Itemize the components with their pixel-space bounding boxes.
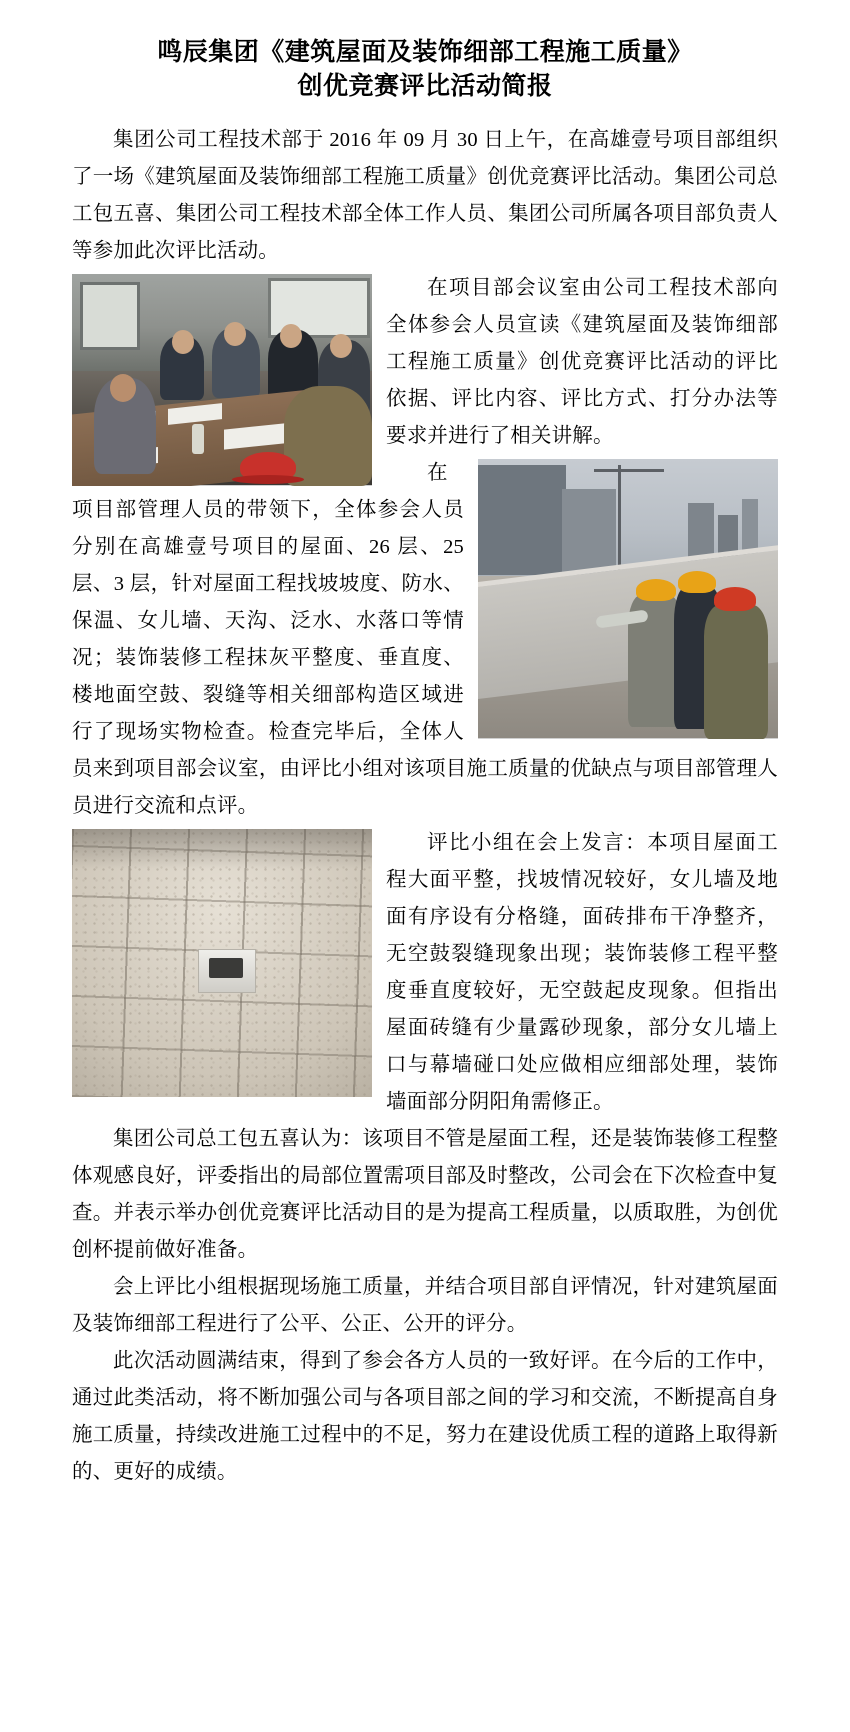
photo-window-left — [80, 282, 140, 350]
photo-person-head — [224, 322, 246, 346]
photo-building — [478, 465, 566, 575]
photo-shadow — [72, 829, 372, 869]
paragraph-3: 在项目部管理人员的带领下，全体参会人员分别在高雄壹号项目的屋面、26 层、25 层、3 层，针对屋面工程找坡坡度、防水、保温、女儿墙、天沟、泛水、水落口等情况；装饰装修工程抹灰平整度、垂直度、楼地面空鼓、裂缝等相关细部构造区域进行了现场实物检查。检查完毕后，全体人员来到项目部会议室，由评比小组对该项目施工质量的优缺点与项目部管理人员进行交流和点评。 — [72, 461, 778, 817]
photo-yellow-helmet — [678, 571, 716, 593]
document-body — [72, 122, 778, 1491]
paragraph-6: 会上评比小组根据现场施工质量，并结合项目部自评情况，针对建筑屋面及装饰细部工程进行了公平、公正、公开的评分。 — [72, 1275, 778, 1335]
paragraph-4: 评比小组在会上发言：本项目屋面工程大面平整，找坡情况较好，女儿墙及地面有序设有分格缝，面砖排布干净整齐，无空鼓裂缝现象出现；装饰装修工程平整度垂直度较好，无空鼓起皮现象。但指出屋面砖缝有少量露砂现象，部分女儿墙上口与幕墙碰口处应做相应细部处理，装饰墙面部分阴阳角需修正。 — [386, 831, 778, 1113]
photo-red-helmet — [240, 452, 296, 482]
photo-bottle — [192, 424, 204, 454]
photo-person — [284, 386, 372, 486]
photo-person-head — [172, 330, 194, 354]
photo-red-helmet — [714, 587, 756, 611]
tiled-roof-floor-photo — [72, 829, 372, 1097]
photo-crane-arm — [594, 469, 664, 472]
title-line-2: 创优竞赛评比活动简报 — [297, 72, 553, 100]
paragraph-2: 在项目部会议室由公司工程技术部向全体参会人员宣读《建筑屋面及装饰细部工程施工质量》创优竞赛评比活动的评比依据、评比内容、评比方式、打分办法等要求并进行了相关讲解。 — [386, 276, 778, 447]
photo-crane-mast — [618, 465, 621, 573]
page-title — [72, 36, 778, 104]
photo-floor-drain — [198, 949, 256, 993]
title-line-1: 鸣辰集团《建筑屋面及装饰细部工程施工质量》 — [157, 39, 693, 66]
rooftop-inspection-photo — [478, 459, 778, 739]
paragraph-1: 集团公司工程技术部于 2016 年 09 月 30 日上午，在高雄壹号项目部组织了一场《建筑屋面及装饰细部工程施工质量》创优竞赛评比活动。集团公司总工包五喜、集团公司工程技术部全体工作人员、集团公司所属各项目部负责人等参加此次评比活动。 — [72, 128, 778, 262]
photo-yellow-helmet — [636, 579, 676, 601]
page-footer-space — [72, 1491, 778, 1495]
photo-person-head — [330, 334, 352, 358]
photo-building — [562, 489, 616, 575]
paragraph-7: 此次活动圆满结束，得到了参会各方人员的一致好评。在今后的工作中，通过此类活动，将不断加强公司与各项目部之间的学习和交流，不断提高自身施工质量，持续改进施工过程中的不足，努力在建设优质工程的道路上取得新的、更好的成绩。 — [72, 1349, 778, 1483]
photo-worker — [704, 605, 768, 739]
photo-person-head — [280, 324, 302, 348]
photo-person-head — [110, 374, 136, 402]
meeting-room-photo — [72, 274, 372, 486]
paragraph-5: 集团公司总工包五喜认为：该项目不管是屋面工程，还是装饰装修工程整体观感良好，评委指出的局部位置需项目部及时整改，公司会在下次检查中复查。并表示举办创优竞赛评比活动目的是为提高工程质量，以质取胜，为创优创杯提前做好准备。 — [72, 1127, 778, 1261]
